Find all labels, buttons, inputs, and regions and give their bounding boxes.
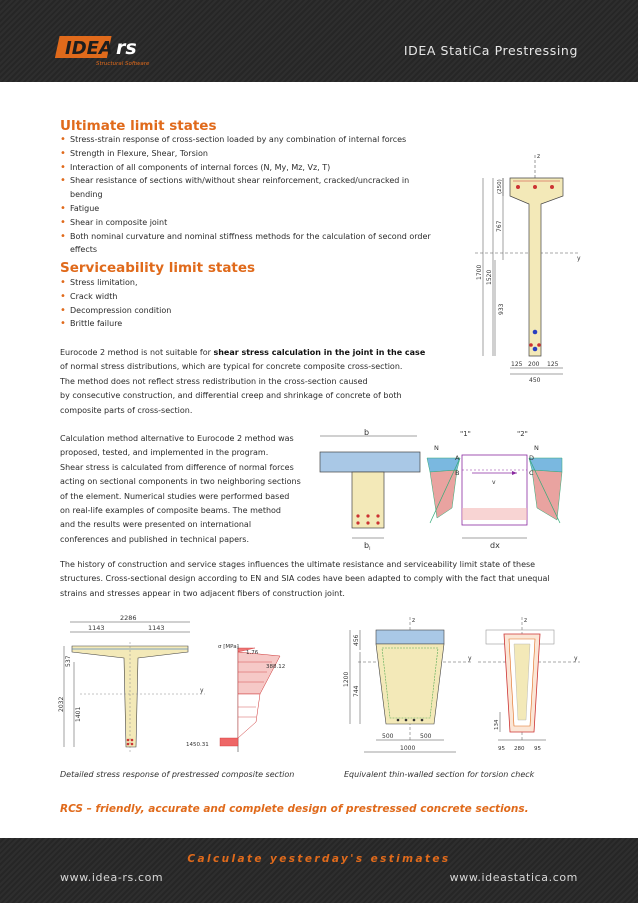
list-item: • Crack width (60, 290, 360, 304)
axis-y-label: y (577, 255, 581, 262)
paragraph-alternative-method (60, 432, 310, 547)
text-line: structures. Cross-sectional design according to EN and SIA codes have been adapted to comply with the fact that unequal (60, 574, 550, 584)
para1-start: Eurocode 2 method is not suitable for (60, 348, 214, 357)
dim-label: 500 (382, 733, 394, 740)
text-line: composite parts of cross-section. (60, 405, 193, 415)
force-label-nc1: N (434, 444, 439, 452)
figure-shear-in-joint (312, 428, 587, 553)
tagline: RCS – friendly, accurate and complete design of prestressed concrete sections. (60, 803, 529, 815)
axis-y-label: y (200, 687, 204, 694)
list-item: • Shear resistance of sections with/without shear reinforcement, cracked/uncracked in bending (60, 174, 440, 202)
text-line: Shear stress is calculated from difference of normal forces (60, 462, 294, 472)
dim-label: 744 (353, 685, 360, 697)
text-line: by consecutive construction, and differential creep and shrinkage of concrete of both (60, 391, 402, 401)
point-a: A (455, 454, 460, 462)
text-line: strains and stresses appear in two adjacent fibers of construction joint. (60, 588, 345, 598)
dim-label: 456 (353, 634, 360, 646)
figure-thin-walled-section (478, 612, 583, 762)
dim-label: 933 (498, 303, 505, 315)
dim-label: 450 (529, 377, 541, 384)
point-c: C (529, 469, 534, 477)
footer-link-idea-rs[interactable]: www.idea-rs.com (60, 871, 164, 884)
caption-stress-response: Detailed stress response of prestressed composite section (60, 770, 295, 779)
logo-text-idea: IDEA (65, 38, 113, 59)
logo-subtitle: Structural Software (96, 61, 150, 67)
section-label-2: "2" (517, 430, 528, 438)
list-item: • Both nominal curvature and nominal stiffness methods for the calculation of second order (60, 230, 440, 244)
list-item: • Fatigue (60, 202, 440, 216)
dim-label: 2032 (58, 696, 65, 712)
stress-value: 1.76 (246, 650, 259, 656)
dim-label: 1200 (343, 671, 350, 687)
page-header (0, 0, 638, 82)
text-line: proposed, tested, and implemented in the program. (60, 448, 269, 458)
para1-bold: shear stress calculation in the joint in the case (213, 348, 426, 357)
dim-label: (250) (497, 179, 503, 194)
idea-rs-logo (60, 34, 160, 70)
figure-cross-section (338, 612, 478, 762)
dim-label: 134 (494, 719, 500, 730)
dim-label: 200 (528, 361, 540, 368)
uls-list (60, 133, 440, 257)
axis-y-label: y (574, 655, 578, 662)
list-item-continuation: effects (70, 245, 98, 255)
figure-stress-response (60, 612, 310, 762)
text-line: and the results were presented on international (60, 520, 252, 530)
footer-link-ideastatica[interactable]: www.ideastatica.com (449, 871, 578, 884)
dim-label: 280 (514, 746, 525, 752)
dim-label: 1401 (75, 706, 82, 722)
dim-label: 125 (547, 361, 559, 368)
uls-heading: Ultimate limit states (60, 118, 217, 134)
point-b: B (455, 469, 460, 477)
axis-z-label: z (524, 617, 528, 624)
dim-label: 95 (498, 746, 505, 752)
force-label-nc2: N (534, 444, 539, 452)
footer-slogan: Calculate yesterday's estimates (187, 853, 451, 865)
caption-thin-walled: Equivalent thin-walled section for torsion check (344, 770, 535, 779)
list-item: • Shear in composite joint (60, 216, 440, 230)
list-item: • Brittle failure (60, 317, 360, 331)
list-item: • Decompression condition (60, 304, 360, 318)
text-line: on real-life examples of composite beams. The method (60, 506, 281, 516)
sls-list (60, 276, 360, 331)
dim-label: 125 (511, 361, 523, 368)
label-b: b (364, 428, 370, 437)
label-vedi: v (492, 479, 496, 486)
dim-label: 500 (420, 733, 432, 740)
logo-text-rs: rs (116, 37, 137, 59)
list-item: • Stress-strain response of cross-section loaded by any combination of internal forces (60, 133, 440, 147)
text-line: Calculation method alternative to Eurocode 2 method was (60, 434, 294, 443)
axis-z-label: z (537, 153, 541, 160)
dim-label: 1000 (400, 745, 416, 752)
header-title: IDEA StatiCa Prestressing (403, 43, 578, 58)
list-item: • Strength in Flexure, Shear, Torsion (60, 147, 440, 161)
paragraph-ec2-limitation (60, 346, 440, 418)
dim-label: 1143 (148, 624, 165, 632)
stress-value: 388.12 (266, 664, 286, 670)
label-bi: $b_i$ (364, 541, 371, 552)
stress-value: 1450.31 (186, 742, 209, 748)
dim-label: 537 (65, 655, 72, 667)
label-dx: dx (490, 541, 500, 550)
point-d: D (529, 454, 535, 462)
text-line: The history of construction and service stages influences the ultimate resistance and serviceability limit state of these (60, 560, 536, 569)
dim-label: 767 (496, 220, 503, 232)
list-item: • Interaction of all components of internal forces (N, My, Mz, Vz, T) (60, 161, 440, 175)
text-line: of the element. Numerical studies were performed based (60, 491, 290, 501)
dim-label: 1143 (88, 624, 105, 632)
dim-label: 1520 (486, 269, 493, 285)
list-item: • Stress limitation, (60, 276, 360, 290)
stress-axis-label: σ [MPa] (218, 644, 239, 650)
dim-label: 95 (534, 746, 541, 752)
axis-z-label: z (412, 617, 416, 624)
sls-heading: Serviceability limit states (60, 260, 256, 276)
section-label-1: "1" (460, 430, 471, 438)
text-line: of normal stress distributions, which are typical for concrete composite cross-section. (60, 362, 403, 372)
axis-y-label: y (468, 655, 472, 662)
text-line: acting on sectional components in two neighboring sections (60, 477, 301, 487)
text-line: The method does not reflect stress redistribution in the cross-section caused (60, 376, 368, 386)
text-line: conferences and published in technical papers. (60, 534, 249, 544)
page-footer (0, 838, 638, 903)
dim-label: 2286 (120, 614, 137, 622)
paragraph-construction-history (60, 558, 580, 601)
dim-label: 1700 (476, 264, 483, 280)
figure-t-section-dimensions (455, 150, 585, 390)
